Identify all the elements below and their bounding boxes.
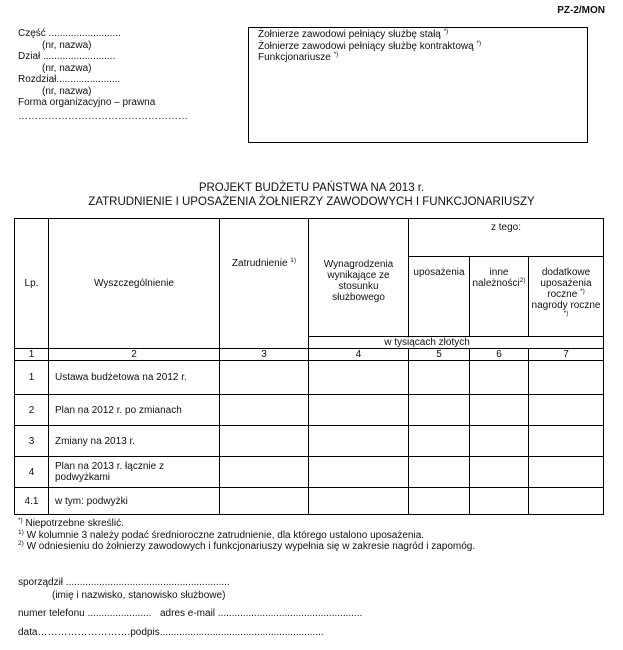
footnote-1: *) Niepotrzebne skreślić. [18, 517, 124, 529]
cell-wynagrodzenia[interactable] [309, 457, 409, 488]
cell-uposazenia[interactable] [409, 395, 470, 426]
header-unit: w tysiącach złotych [309, 337, 604, 349]
header-lp: Lp. [15, 219, 49, 349]
header-uposazenia: uposażenia [409, 257, 470, 337]
cell-uposazenia[interactable] [409, 488, 470, 515]
col-number: 7 [529, 349, 604, 361]
header-zatrudnienie: Zatrudnienie $^{1)}$ [220, 219, 309, 349]
cell-inne[interactable] [470, 488, 529, 515]
row-label: Plan na 2012 r. po zmianach [49, 395, 220, 426]
rozdzial-field[interactable]: Rozdział....................... [18, 74, 121, 85]
dzial-field[interactable]: Dział .......................... [18, 51, 116, 62]
rozdzial-sublabel: (nr, nazwa) [42, 85, 92, 97]
footnotes [18, 518, 475, 553]
row-lp: 2 [15, 395, 49, 426]
col-number: 6 [470, 349, 529, 361]
cell-inne[interactable] [470, 426, 529, 457]
row-lp: 3 [15, 426, 49, 457]
cell-wynagrodzenia[interactable] [309, 395, 409, 426]
row-label: w tym: podwyżki [49, 488, 220, 515]
cell-dodatkowe[interactable] [529, 395, 604, 426]
page-title [0, 181, 623, 209]
row-lp: 1 [15, 361, 49, 395]
col-number: 3 [220, 349, 309, 361]
type-option-permanent[interactable]: Żołnierze zawodowi pełniący służbę stałą *) [258, 28, 449, 40]
header-wyszczegolnienie: Wyszczególnienie [49, 219, 220, 349]
cell-wynagrodzenia[interactable] [309, 361, 409, 395]
cell-dodatkowe[interactable] [529, 426, 604, 457]
col-number: 2 [49, 349, 220, 361]
personnel-type-box [248, 27, 588, 143]
form-code: PZ-2/MON [557, 5, 605, 16]
cell-inne[interactable] [470, 361, 529, 395]
cell-inne[interactable] [470, 457, 529, 488]
cell-dodatkowe[interactable] [529, 488, 604, 515]
type-option-contract[interactable]: Żołnierze zawodowi pełniący służbę kontraktową *) [258, 39, 482, 52]
dzial-sublabel: (nr, nazwa) [42, 62, 92, 74]
table-row [15, 361, 604, 395]
footnote-2: $^{1)}$ W kolumnie 3 należy podać średnioroczne zatrudnienie, dla którego ustalono uposażenia. [18, 528, 425, 541]
cell-wynagrodzenia[interactable] [309, 488, 409, 515]
organization-meta [18, 28, 188, 122]
header-inne-naleznosci: inne należności$^{2)}$ [470, 257, 529, 337]
sporzadzil-field[interactable]: sporządził ........................................................... [18, 577, 230, 588]
cell-inne[interactable] [470, 395, 529, 426]
table-row [15, 488, 604, 515]
type-option-officers[interactable]: Funkcjonariusze *) [258, 51, 339, 63]
czesc-field[interactable]: Część .......................... [18, 28, 121, 39]
cell-uposazenia[interactable] [409, 457, 470, 488]
telefon-field[interactable]: numer telefonu ....................... [18, 608, 152, 619]
col-number: 5 [409, 349, 470, 361]
table-row [15, 395, 604, 426]
forma-field[interactable]: …………………………………………… [18, 110, 188, 122]
header-dodatkowe: dodatkowe uposażenia roczne *) nagrody roczne *) [529, 257, 604, 337]
title-line-1: PROJEKT BUDŻETU PAŃSTWA NA 2013 r. [198, 182, 425, 194]
forma-label: Forma organizacyjno – prawna [18, 97, 156, 108]
table-row [15, 426, 604, 457]
cell-zatrudnienie[interactable] [220, 361, 309, 395]
row-lp: 4.1 [15, 488, 49, 515]
title-line-2: ZATRUDNIENIE I UPOSAŻENIA ŻOŁNIERZY ZAWODOWYCH I FUNKCJONARIUSZY [88, 196, 535, 208]
cell-zatrudnienie[interactable] [220, 395, 309, 426]
header-z-tego: z tego: [409, 219, 604, 257]
cell-dodatkowe[interactable] [529, 457, 604, 488]
col-number: 1 [15, 349, 49, 361]
cell-zatrudnienie[interactable] [220, 457, 309, 488]
cell-wynagrodzenia[interactable] [309, 426, 409, 457]
row-label: Plan na 2013 r. łącznie z podwyżkami [49, 457, 220, 488]
cell-zatrudnienie[interactable] [220, 488, 309, 515]
row-lp: 4 [15, 457, 49, 488]
header-wynagrodzenia: Wynagrodzenia wynikające ze stosunku służbowego [309, 219, 409, 337]
budget-table [14, 218, 604, 515]
cell-dodatkowe[interactable] [529, 361, 604, 395]
data-podpis-field[interactable]: data……………………….podpis........................................................... [18, 627, 324, 638]
row-label: Ustawa budżetowa na 2012 r. [49, 361, 220, 395]
col-number: 4 [309, 349, 409, 361]
cell-zatrudnienie[interactable] [220, 426, 309, 457]
column-numbers-row [15, 349, 604, 361]
czesc-sublabel: (nr, nazwa) [42, 39, 92, 51]
footnote-3: $^{2)}$ W odniesieniu do żołnierzy zawodowych i funkcjonariuszy wypełnia się w zakresie nagród i zapomóg. [18, 540, 476, 552]
cell-uposazenia[interactable] [409, 426, 470, 457]
table-row [15, 457, 604, 488]
row-label: Zmiany na 2013 r. [49, 426, 220, 457]
cell-uposazenia[interactable] [409, 361, 470, 395]
sporzadzil-sublabel: (imię i nazwisko, stanowisko służbowe) [52, 590, 226, 601]
email-field[interactable]: adres e-mail .................................................... [160, 608, 363, 619]
